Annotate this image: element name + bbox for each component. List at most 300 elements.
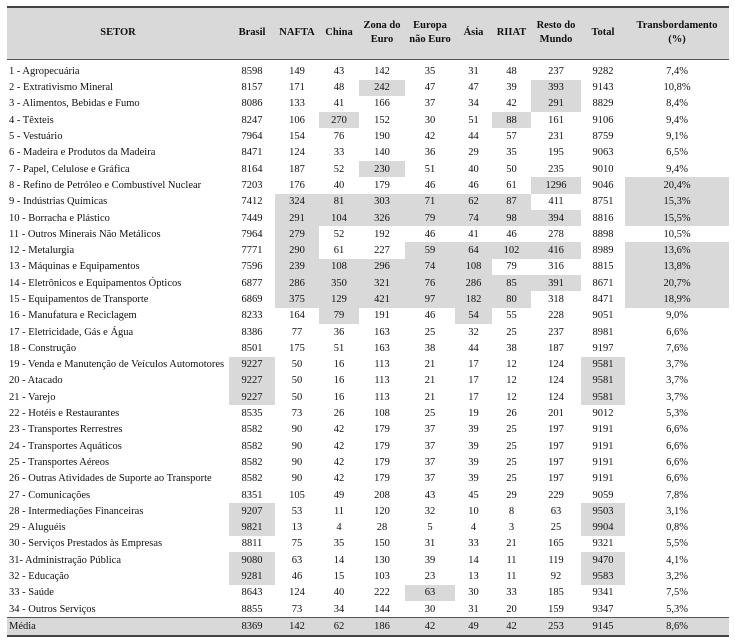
value-cell-nafta: 90	[291, 456, 303, 468]
value-cell-asia: 39	[468, 424, 479, 436]
value-cell-resto-do-mundo: 411	[548, 196, 564, 208]
value-cell-brasil: 8233	[241, 310, 263, 322]
value-cell-china: 79	[319, 308, 359, 324]
value-cell-zona-do-euro: 242	[359, 80, 405, 96]
value-cell-nafta: 154	[289, 131, 305, 143]
value-cell-resto-do-mundo: 159	[548, 603, 564, 615]
value-cell-china: 35	[333, 538, 345, 550]
value-cell-asia: 29	[468, 147, 479, 159]
value-cell-total: 9321	[592, 538, 614, 550]
table-row	[7, 552, 729, 568]
value-cell-china: 40	[333, 587, 345, 599]
value-cell-asia: 51	[468, 114, 479, 126]
value-cell-asia: 45	[468, 489, 479, 501]
header-transbordamento	[625, 7, 729, 59]
value-cell-total: 9191	[592, 440, 614, 452]
value-cell-resto-do-mundo: 228	[548, 310, 564, 322]
value-cell-zona-do-euro: 142	[374, 66, 390, 77]
value-cell-resto-do-mundo: 237	[548, 66, 564, 77]
value-cell-brasil: 7964	[241, 228, 263, 240]
value-cell-nafta: 291	[275, 210, 319, 226]
value-cell-europa-nao-euro: 21	[424, 391, 436, 403]
value-cell-zona-do-euro: 163	[374, 342, 390, 354]
value-cell-china: 270	[319, 112, 359, 128]
table-row	[7, 96, 729, 112]
value-cell-zona-do-euro: 326	[359, 210, 405, 226]
value-cell-china: 14	[333, 554, 345, 566]
value-cell-china: 40	[333, 179, 345, 191]
value-cell-china: 15	[333, 571, 345, 583]
value-cell-resto-do-mundo: 1296	[531, 177, 581, 193]
value-cell-riiat: 12	[506, 375, 517, 387]
value-cell-total: 9051	[592, 310, 614, 322]
value-cell-china: 108	[319, 259, 359, 275]
value-cell-asia: 17	[468, 375, 479, 387]
table-row	[7, 340, 729, 356]
value-cell-resto-do-mundo: 393	[531, 80, 581, 96]
value-cell-nafta: 53	[291, 505, 303, 517]
value-cell-riiat: 29	[506, 489, 517, 501]
value-cell-china: 16	[333, 391, 345, 403]
sector-name-cell: 10 - Borracha e Plástico	[9, 212, 110, 224]
value-cell-nafta: 77	[291, 326, 303, 338]
value-cell-resto-do-mundo: 63	[550, 505, 562, 517]
sector-name-cell: 17 - Eletricidade, Gás e Água	[9, 326, 134, 338]
value-cell-resto-do-mundo: 278	[548, 228, 564, 240]
value-cell-total: 8829	[592, 98, 614, 110]
value-cell-total: 9503	[581, 503, 625, 519]
value-cell-total: 9581	[581, 389, 625, 405]
table-row	[7, 503, 729, 519]
header-setor-line: SETOR	[100, 27, 136, 39]
value-cell-zona-do-euro: 130	[374, 554, 390, 566]
footer-value-asia: 49	[455, 618, 492, 637]
value-cell-resto-do-mundo: 229	[548, 489, 564, 501]
header-resto-do-mundo-line: Resto do	[536, 20, 576, 32]
table-row	[7, 471, 729, 487]
table-row	[7, 601, 729, 618]
value-cell-china: 81	[319, 194, 359, 210]
value-cell-riiat: 80	[492, 291, 531, 307]
value-cell-total: 9046	[592, 179, 614, 191]
value-cell-nafta: 239	[275, 259, 319, 275]
value-cell-resto-do-mundo: 235	[548, 163, 564, 175]
value-cell-china: 42	[333, 473, 345, 485]
header-total	[581, 7, 625, 59]
value-cell-zona-do-euro: 179	[374, 179, 390, 191]
value-cell-zona-do-euro: 120	[374, 505, 390, 517]
value-cell-total: 9106	[592, 114, 614, 126]
footer-value-riiat: 42	[492, 618, 531, 637]
value-cell-riiat: 35	[506, 147, 517, 159]
header-transbordamento-line: Transbordamento	[636, 20, 718, 32]
value-cell-nafta: 50	[291, 359, 303, 371]
value-cell-asia: 182	[455, 291, 492, 307]
value-cell-china: 51	[333, 342, 345, 354]
sector-name-cell: 32 - Educação	[9, 571, 70, 583]
value-cell-zona-do-euro: 179	[374, 473, 390, 485]
value-cell-nafta: 176	[289, 179, 305, 191]
value-cell-europa-nao-euro: 25	[424, 326, 436, 338]
value-cell-brasil: 8582	[241, 440, 263, 452]
value-cell-europa-nao-euro: 43	[424, 489, 436, 501]
value-cell-asia: 54	[455, 308, 492, 324]
table-row	[7, 161, 729, 177]
value-cell-transbordamento: 20,4%	[625, 177, 729, 193]
sector-name-cell: 27 - Comunicações	[9, 489, 91, 501]
value-cell-resto-do-mundo: 237	[548, 326, 564, 338]
value-cell-nafta: 324	[275, 194, 319, 210]
value-cell-total: 8759	[592, 131, 614, 143]
table-row	[7, 585, 729, 601]
value-cell-brasil: 7449	[241, 212, 263, 224]
value-cell-brasil: 8582	[241, 473, 263, 485]
value-cell-riiat: 38	[506, 342, 517, 354]
value-cell-europa-nao-euro: 63	[405, 585, 455, 601]
table-row	[7, 145, 729, 161]
value-cell-brasil: 8501	[241, 342, 263, 354]
value-cell-transbordamento: 18,9%	[625, 291, 729, 307]
header-asia	[455, 7, 492, 59]
sector-name-cell: 33 - Saúde	[9, 587, 54, 599]
value-cell-resto-do-mundo: 391	[531, 275, 581, 291]
value-cell-europa-nao-euro: 37	[424, 98, 436, 110]
sector-name-cell: 30 - Serviços Prestados às Empresas	[9, 538, 163, 550]
footer-value-brasil: 8369	[229, 618, 275, 637]
value-cell-zona-do-euro: 163	[374, 326, 390, 338]
value-cell-china: 4	[336, 522, 342, 534]
value-cell-china: 11	[333, 505, 345, 517]
table-row	[7, 128, 729, 144]
table-row	[7, 80, 729, 96]
value-cell-riiat: 55	[506, 310, 517, 322]
value-cell-brasil: 8582	[241, 456, 263, 468]
value-cell-transbordamento: 3,7%	[666, 359, 688, 371]
table-row	[7, 324, 729, 340]
value-cell-brasil: 6869	[241, 294, 263, 305]
value-cell-nafta: 50	[291, 391, 303, 403]
value-cell-riiat: 39	[506, 82, 517, 94]
value-cell-europa-nao-euro: 21	[424, 359, 436, 371]
table-row	[7, 112, 729, 128]
value-cell-zona-do-euro: 113	[374, 359, 390, 371]
value-cell-nafta: 106	[289, 114, 305, 126]
value-cell-transbordamento: 7,5%	[666, 587, 688, 599]
sector-name-cell: 19 - Venda e Manutenção de Veículos Automotores	[9, 359, 225, 371]
footer-value-china: 62	[319, 618, 359, 637]
table-row	[7, 373, 729, 389]
value-cell-nafta: 375	[275, 291, 319, 307]
header-europa-nao-euro	[405, 7, 455, 59]
value-cell-zona-do-euro: 108	[374, 408, 390, 420]
value-cell-asia: 39	[468, 473, 479, 485]
header-transbordamento-line: (%)	[668, 34, 686, 46]
value-cell-resto-do-mundo: 185	[548, 587, 564, 599]
sector-name-cell: 28 - Intermediações Financeiras	[9, 505, 144, 517]
value-cell-zona-do-euro: 230	[359, 161, 405, 177]
sector-name-cell: 22 - Hotéis e Restaurantes	[9, 408, 120, 420]
value-cell-transbordamento: 7,8%	[666, 489, 688, 501]
value-cell-resto-do-mundo: 318	[548, 294, 564, 305]
value-cell-riiat: 85	[492, 275, 531, 291]
value-cell-riiat: 25	[506, 456, 517, 468]
footer-value-europa-nao-euro: 42	[405, 618, 455, 637]
sector-name-cell: 31- Administração Pública	[9, 554, 121, 566]
footer-label: Média	[7, 618, 229, 637]
value-cell-resto-do-mundo: 197	[548, 473, 564, 485]
sector-name-cell: 12 - Metalurgia	[9, 245, 75, 257]
value-cell-total: 9347	[592, 603, 614, 615]
value-cell-europa-nao-euro: 37	[424, 440, 436, 452]
value-cell-asia: 41	[468, 228, 479, 240]
value-cell-asia: 40	[468, 163, 479, 175]
value-cell-zona-do-euro: 296	[359, 259, 405, 275]
value-cell-asia: 30	[468, 587, 479, 599]
value-cell-total: 9904	[581, 520, 625, 536]
header-brasil-line: Brasil	[238, 27, 266, 39]
value-cell-asia: 17	[468, 359, 479, 371]
value-cell-asia: 34	[468, 98, 479, 110]
sector-name-cell: 7 - Papel, Celulose e Gráfica	[9, 163, 130, 175]
value-cell-total: 8989	[592, 245, 614, 257]
sector-name-cell: 18 - Construção	[9, 342, 77, 354]
sector-name-cell: 21 - Varejo	[9, 391, 56, 403]
value-cell-nafta: 73	[291, 603, 303, 615]
value-cell-nafta: 90	[291, 473, 303, 485]
value-cell-resto-do-mundo: 119	[548, 554, 564, 566]
sector-name-cell: 23 - Transportes Rerrestres	[9, 424, 123, 436]
value-cell-zona-do-euro: 103	[374, 571, 390, 583]
value-cell-riiat: 11	[506, 554, 517, 566]
table-row	[7, 226, 729, 242]
value-cell-total: 8898	[592, 228, 614, 240]
value-cell-europa-nao-euro: 32	[424, 505, 436, 517]
value-cell-nafta: 149	[289, 66, 305, 77]
header-zona-do-euro	[359, 7, 405, 59]
header-resto-do-mundo-line: Mundo	[539, 34, 573, 46]
table-row	[7, 259, 729, 275]
header-china-line: China	[325, 27, 353, 39]
value-cell-transbordamento: 4,1%	[666, 554, 688, 566]
value-cell-europa-nao-euro: 30	[424, 114, 436, 126]
value-cell-resto-do-mundo: 195	[548, 147, 564, 159]
value-cell-riiat: 61	[506, 179, 517, 191]
value-cell-resto-do-mundo: 394	[531, 210, 581, 226]
value-cell-transbordamento: 15,5%	[625, 210, 729, 226]
value-cell-resto-do-mundo: 231	[548, 131, 564, 143]
value-cell-brasil: 8086	[241, 98, 263, 110]
value-cell-transbordamento: 13,8%	[625, 259, 729, 275]
value-cell-transbordamento: 3,7%	[666, 375, 688, 387]
value-cell-transbordamento: 7,4%	[666, 66, 688, 77]
value-cell-riiat: 3	[508, 522, 515, 534]
value-cell-brasil: 8351	[241, 489, 263, 501]
sector-name-cell: 4 - Têxteis	[9, 114, 54, 126]
sector-name-cell: 11 - Outros Minerais Não Metálicos	[9, 228, 161, 240]
value-cell-total: 8981	[592, 326, 614, 338]
value-cell-riiat: 25	[506, 326, 517, 338]
value-cell-resto-do-mundo: 165	[548, 538, 564, 550]
value-cell-china: 33	[333, 147, 345, 159]
value-cell-riiat: 57	[506, 131, 517, 143]
value-cell-riiat: 50	[506, 163, 517, 175]
value-cell-brasil: 8535	[241, 408, 263, 420]
value-cell-total: 9191	[592, 424, 614, 436]
value-cell-nafta: 63	[291, 554, 303, 566]
value-cell-zona-do-euro: 152	[374, 114, 390, 126]
value-cell-zona-do-euro: 222	[374, 587, 390, 599]
value-cell-zona-do-euro: 303	[359, 194, 405, 210]
value-cell-riiat: 21	[506, 538, 517, 550]
table-row	[7, 242, 729, 258]
value-cell-zona-do-euro: 321	[359, 275, 405, 291]
value-cell-nafta: 124	[289, 147, 305, 159]
value-cell-zona-do-euro: 192	[374, 228, 390, 240]
value-cell-europa-nao-euro: 74	[405, 259, 455, 275]
value-cell-brasil: 9281	[229, 568, 275, 584]
value-cell-asia: 31	[468, 603, 479, 615]
value-cell-total: 9191	[592, 473, 614, 485]
value-cell-europa-nao-euro: 46	[424, 179, 436, 191]
value-cell-europa-nao-euro: 37	[424, 424, 436, 436]
table-row	[7, 291, 729, 307]
header-europa-nao-euro-line: não Euro	[409, 34, 451, 46]
value-cell-brasil: 7596	[241, 261, 263, 273]
value-cell-total: 9191	[592, 456, 614, 468]
value-cell-total: 9012	[592, 408, 614, 420]
header-resto-do-mundo	[531, 7, 581, 59]
value-cell-riiat: 8	[508, 505, 515, 517]
value-cell-europa-nao-euro: 21	[424, 375, 436, 387]
value-cell-europa-nao-euro: 46	[424, 228, 436, 240]
value-cell-resto-do-mundo: 291	[531, 96, 581, 112]
table-row	[7, 59, 729, 80]
value-cell-nafta: 290	[275, 242, 319, 258]
value-cell-riiat: 25	[506, 473, 517, 485]
sector-name-cell: 9 - Indústrias Químicas	[9, 196, 108, 208]
header-nafta-line: NAFTA	[279, 27, 315, 39]
sector-table	[7, 6, 729, 637]
value-cell-riiat: 98	[492, 210, 531, 226]
sector-name-cell: 15 - Equipamentos de Transporte	[9, 294, 149, 305]
value-cell-brasil: 8157	[241, 82, 263, 94]
header-nafta	[275, 7, 319, 59]
value-cell-transbordamento: 9,1%	[666, 131, 688, 143]
value-cell-zona-do-euro: 166	[374, 98, 390, 110]
value-cell-resto-do-mundo: 161	[548, 114, 564, 126]
value-cell-europa-nao-euro: 47	[424, 82, 436, 94]
value-cell-brasil: 8164	[241, 163, 263, 175]
value-cell-nafta: 286	[275, 275, 319, 291]
value-cell-transbordamento: 9,4%	[666, 114, 688, 126]
table-row	[7, 308, 729, 324]
value-cell-asia: 44	[468, 131, 479, 143]
sector-name-cell: 29 - Aluguéis	[9, 522, 66, 534]
value-cell-zona-do-euro: 113	[374, 375, 390, 387]
sector-name-cell: 2 - Extrativismo Mineral	[9, 82, 114, 94]
value-cell-total: 9583	[581, 568, 625, 584]
value-cell-nafta: 187	[289, 163, 305, 175]
value-cell-china: 41	[333, 98, 345, 110]
value-cell-riiat: 12	[506, 391, 517, 403]
value-cell-riiat: 42	[506, 98, 517, 110]
value-cell-china: 48	[333, 82, 345, 94]
value-cell-riiat: 87	[492, 194, 531, 210]
sector-name-cell: 6 - Madeira e Produtos da Madeira	[9, 147, 156, 159]
value-cell-nafta: 133	[289, 98, 305, 110]
value-cell-resto-do-mundo: 124	[548, 375, 564, 387]
value-cell-europa-nao-euro: 97	[405, 291, 455, 307]
value-cell-brasil: 8643	[241, 587, 263, 599]
value-cell-zona-do-euro: 144	[374, 603, 390, 615]
value-cell-total: 8815	[592, 261, 614, 273]
value-cell-zona-do-euro: 190	[374, 131, 390, 143]
sector-name-cell: 14 - Eletrônicos e Equipamentos Ópticos	[9, 277, 182, 289]
value-cell-resto-do-mundo: 201	[548, 408, 564, 420]
value-cell-total: 9197	[592, 342, 614, 354]
table-row	[7, 275, 729, 291]
value-cell-asia: 14	[468, 554, 479, 566]
sector-name-cell: 20 - Atacado	[9, 375, 63, 387]
value-cell-zona-do-euro: 179	[374, 456, 390, 468]
value-cell-asia: 47	[468, 82, 479, 94]
value-cell-nafta: 50	[291, 375, 303, 387]
sector-name-cell: 24 - Transportes Aquáticos	[9, 440, 122, 452]
value-cell-brasil: 7771	[241, 245, 263, 257]
value-cell-total: 8751	[592, 196, 614, 208]
value-cell-europa-nao-euro: 79	[405, 210, 455, 226]
value-cell-asia: 33	[468, 538, 479, 550]
value-cell-europa-nao-euro: 36	[424, 147, 436, 159]
value-cell-transbordamento: 10,5%	[663, 228, 691, 240]
value-cell-asia: 74	[455, 210, 492, 226]
value-cell-asia: 46	[468, 179, 479, 191]
value-cell-transbordamento: 6,6%	[666, 473, 688, 485]
value-cell-brasil: 8386	[241, 326, 263, 338]
footer-value-resto-do-mundo: 253	[531, 618, 581, 637]
header-zona-do-euro-line: Zona do	[363, 20, 401, 32]
value-cell-transbordamento: 5,3%	[666, 408, 688, 420]
value-cell-nafta: 124	[289, 587, 305, 599]
value-cell-brasil: 7412	[241, 196, 263, 208]
value-cell-asia: 17	[468, 391, 479, 403]
value-cell-europa-nao-euro: 35	[424, 66, 436, 77]
value-cell-europa-nao-euro: 46	[424, 310, 436, 322]
value-cell-zona-do-euro: 150	[374, 538, 390, 550]
value-cell-europa-nao-euro: 71	[405, 194, 455, 210]
value-cell-total: 8671	[592, 277, 614, 289]
value-cell-resto-do-mundo: 25	[550, 522, 562, 534]
sector-name-cell: 26 - Outras Atividades de Suporte ao Transporte	[9, 473, 212, 485]
value-cell-brasil: 8471	[241, 147, 263, 159]
value-cell-nafta: 75	[291, 538, 303, 550]
value-cell-zona-do-euro: 208	[374, 489, 390, 501]
value-cell-asia: 19	[468, 408, 479, 420]
value-cell-europa-nao-euro: 59	[405, 242, 455, 258]
table-row	[7, 194, 729, 210]
value-cell-europa-nao-euro: 25	[424, 408, 436, 420]
value-cell-china: 36	[333, 326, 345, 338]
table-row	[7, 177, 729, 193]
value-cell-riiat: 11	[506, 571, 517, 583]
value-cell-china: 42	[333, 424, 345, 436]
sector-name-cell: 5 - Vestuário	[9, 131, 63, 143]
value-cell-resto-do-mundo: 197	[548, 424, 564, 436]
value-cell-riiat: 88	[492, 112, 531, 128]
value-cell-europa-nao-euro: 51	[424, 163, 436, 175]
value-cell-brasil: 8247	[241, 114, 263, 126]
value-cell-transbordamento: 5,5%	[666, 538, 688, 550]
